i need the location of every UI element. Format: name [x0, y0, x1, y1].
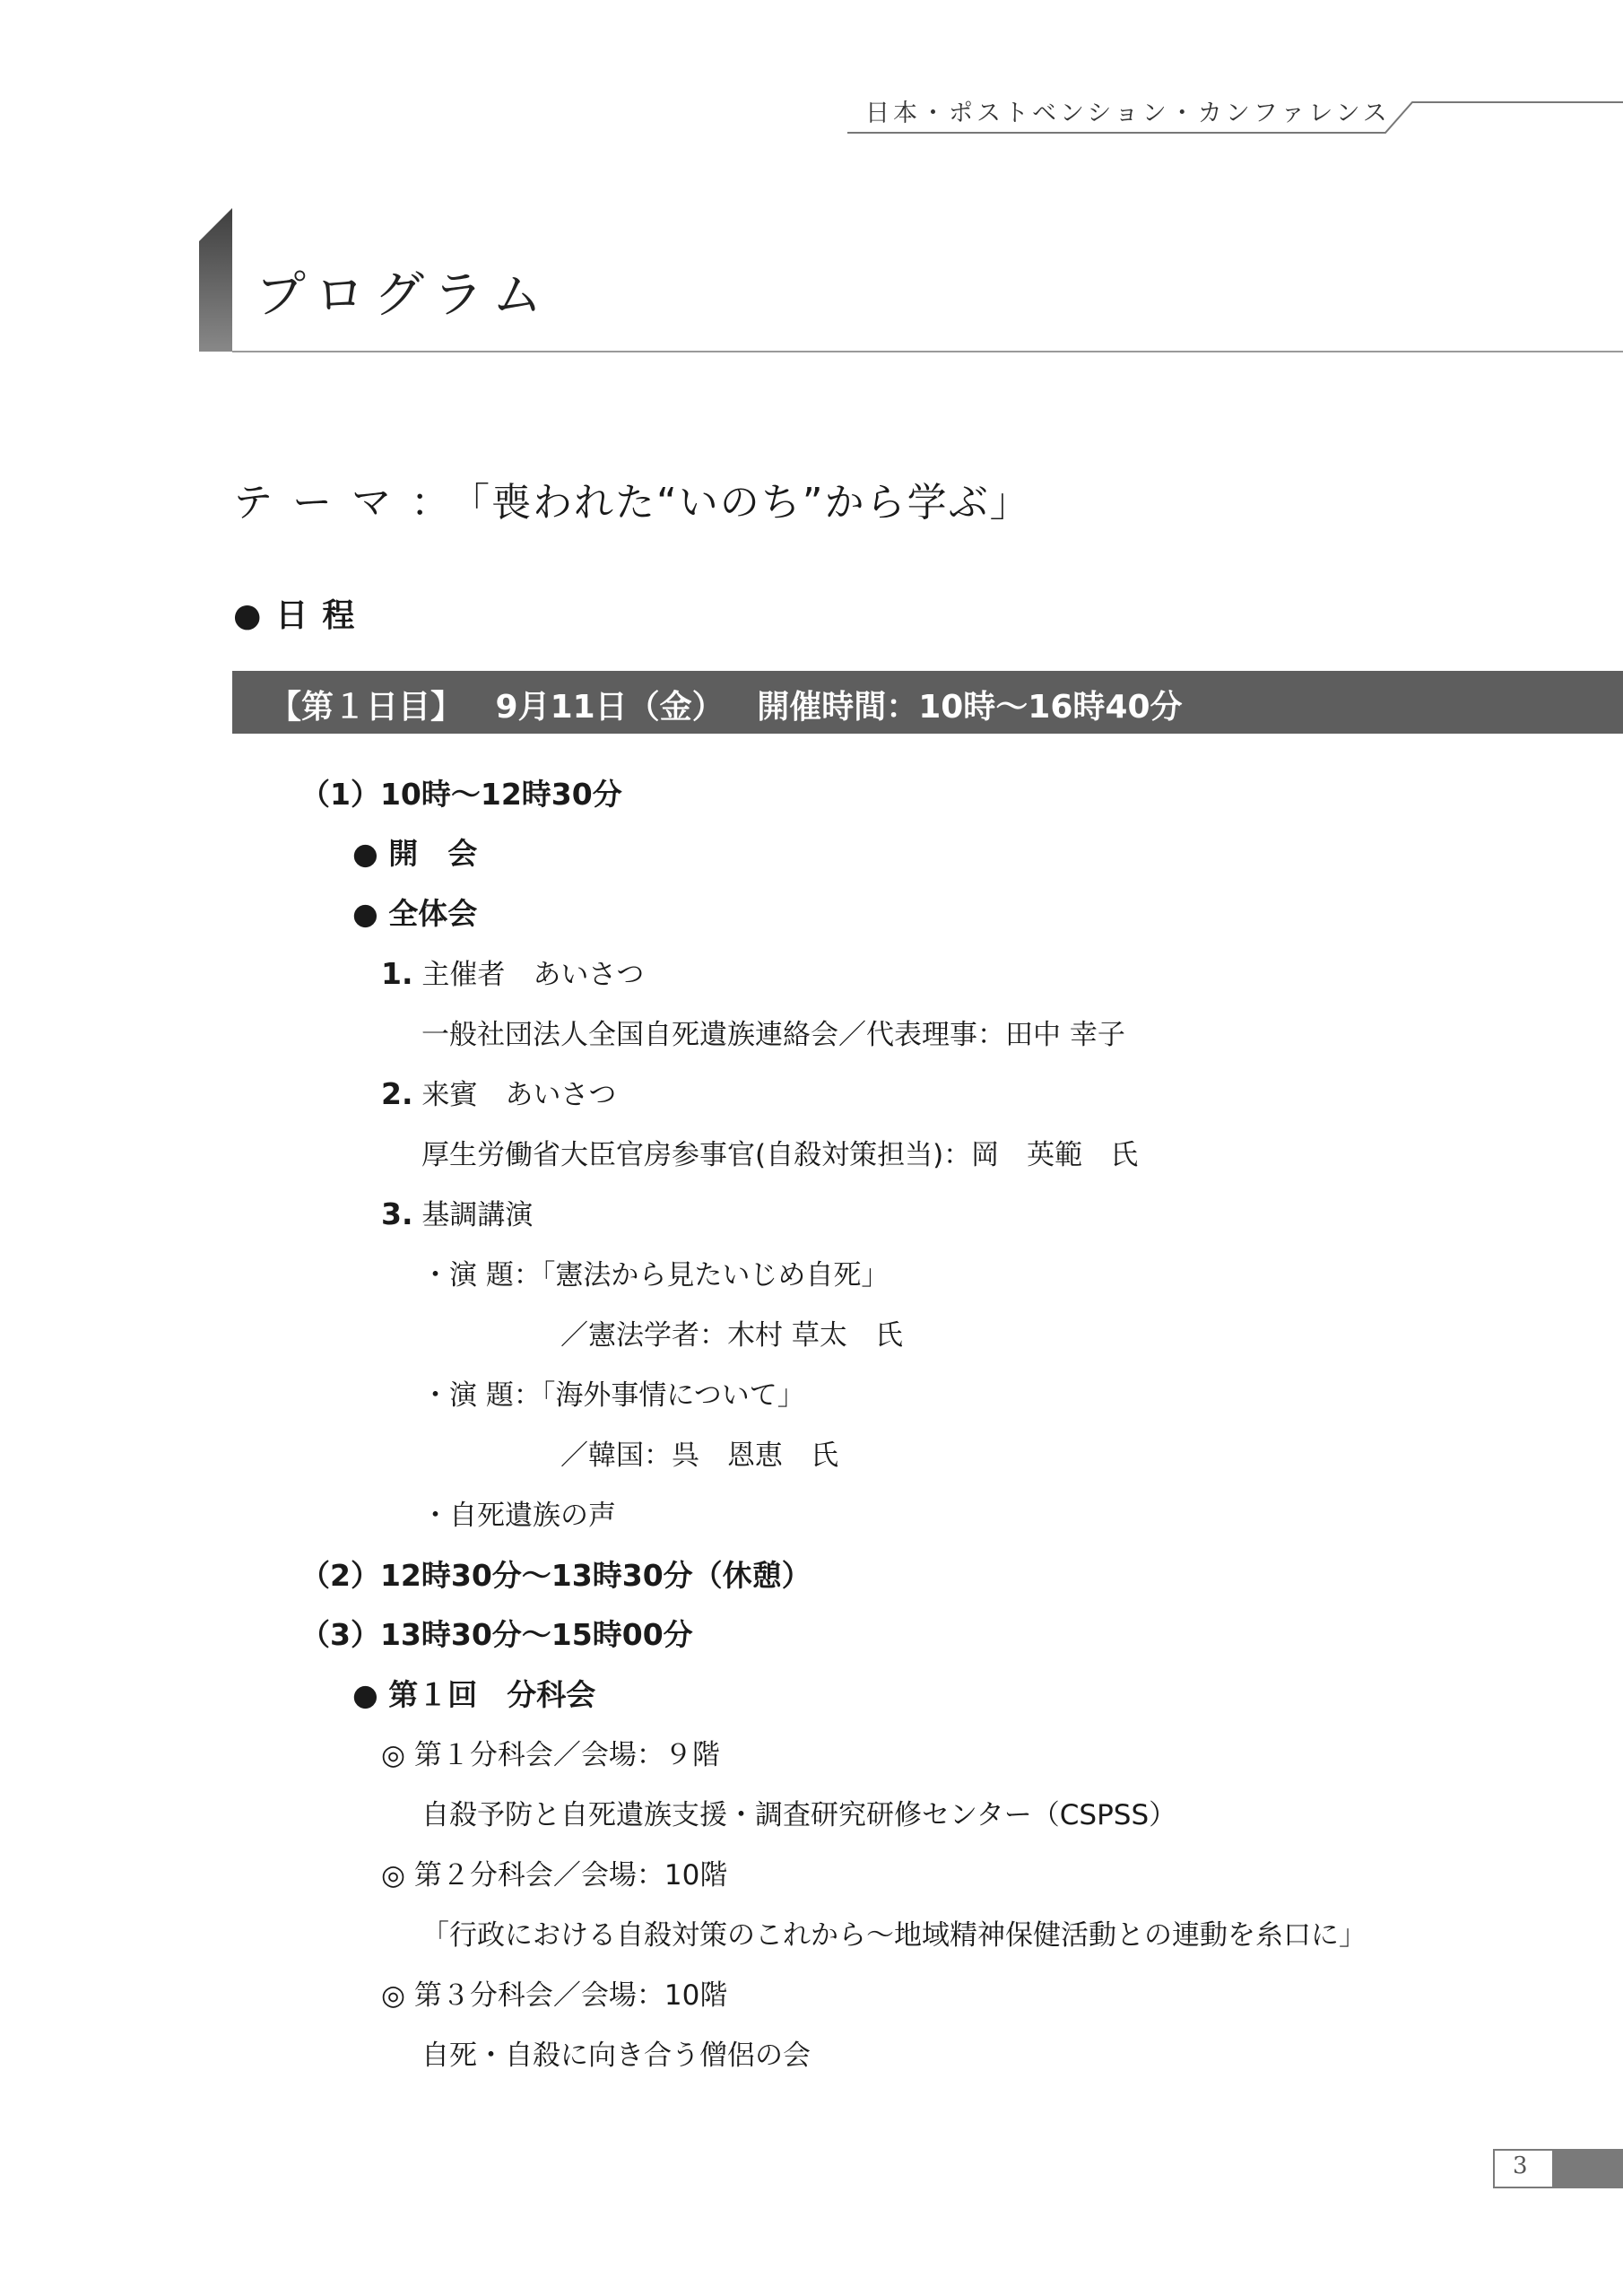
breakout-3-detail: 自死・自殺に向き合う僧侶の会	[421, 2039, 811, 2072]
item-2-number: 2.	[381, 1076, 413, 1111]
bereaved-voices: ・自死遺族の声	[421, 1500, 616, 1532]
session-3-time: （3）13時30分〜15時00分	[300, 1617, 693, 1652]
lecture-2-title: ・演 題：「海外事情について」	[421, 1379, 805, 1412]
item-3-title: 基調講演	[421, 1199, 534, 1231]
breakout-2-detail: 「行政における自殺対策のこれから〜地域精神保健活動との連動を糸口に」	[421, 1919, 1367, 1952]
session-2-time: （2）12時30分〜13時30分（休憩）	[300, 1558, 812, 1593]
opening-heading: ● 開 会	[352, 836, 478, 871]
breakout-1-venue: ◎ 第１分科会／会場：９階	[381, 1739, 720, 1771]
theme-text: 「喪われた“いのち”から学ぶ」	[470, 480, 1031, 526]
item-3-number: 3.	[381, 1196, 413, 1231]
item-1-detail: 一般社団法人全国自死遺族連絡会／代表理事：田中 幸子	[421, 1019, 1125, 1051]
item-2	[381, 1072, 616, 1112]
title-rule	[232, 351, 1623, 352]
page-title: プログラム	[256, 266, 551, 325]
breakout-1-detail: 自殺予防と自死遺族支援・調査研究研修センター（CSPSS）	[421, 1799, 1177, 1831]
theme-label: テーマ：	[233, 480, 470, 526]
header-rule	[847, 100, 1623, 136]
session-1-time: （1）10時〜12時30分	[300, 777, 622, 812]
item-1-number: 1.	[381, 956, 413, 991]
item-2-detail: 厚生労働省大臣官房参事官(自殺対策担当)：岡 英範 氏	[421, 1139, 1139, 1171]
item-1-title: 主催者 あいさつ	[421, 959, 645, 991]
page-number-bar	[1552, 2149, 1623, 2188]
page-number: 3	[1513, 2152, 1528, 2179]
breakout-2-venue: ◎ 第２分科会／会場：10階	[381, 1859, 728, 1892]
plenary-heading: ● 全体会	[352, 896, 478, 931]
theme	[233, 470, 1031, 527]
lecture-1-speaker: ／憲法学者：木村 草太 氏	[560, 1319, 903, 1352]
breakout-3-venue: ◎ 第３分科会／会場：10階	[381, 1979, 728, 2012]
item-3	[381, 1192, 533, 1232]
running-header: 日本・ポストベンション・カンファレンス	[865, 100, 1391, 127]
lecture-2-speaker: ／韓国：呉 恩恵 氏	[560, 1439, 838, 1472]
title-tab-notch	[199, 208, 232, 241]
lecture-1-title: ・演 題：「憲法から見たいじめ自死」	[421, 1259, 890, 1292]
item-1	[381, 952, 644, 992]
schedule-heading: ●日程	[233, 597, 369, 634]
breakout-heading: ● 第１回 分科会	[352, 1677, 596, 1712]
day-banner-text: 【第１日目】 9月11日（金） 開催時間：10時〜16時40分	[269, 689, 1183, 726]
item-2-title: 来賓 あいさつ	[421, 1079, 617, 1111]
